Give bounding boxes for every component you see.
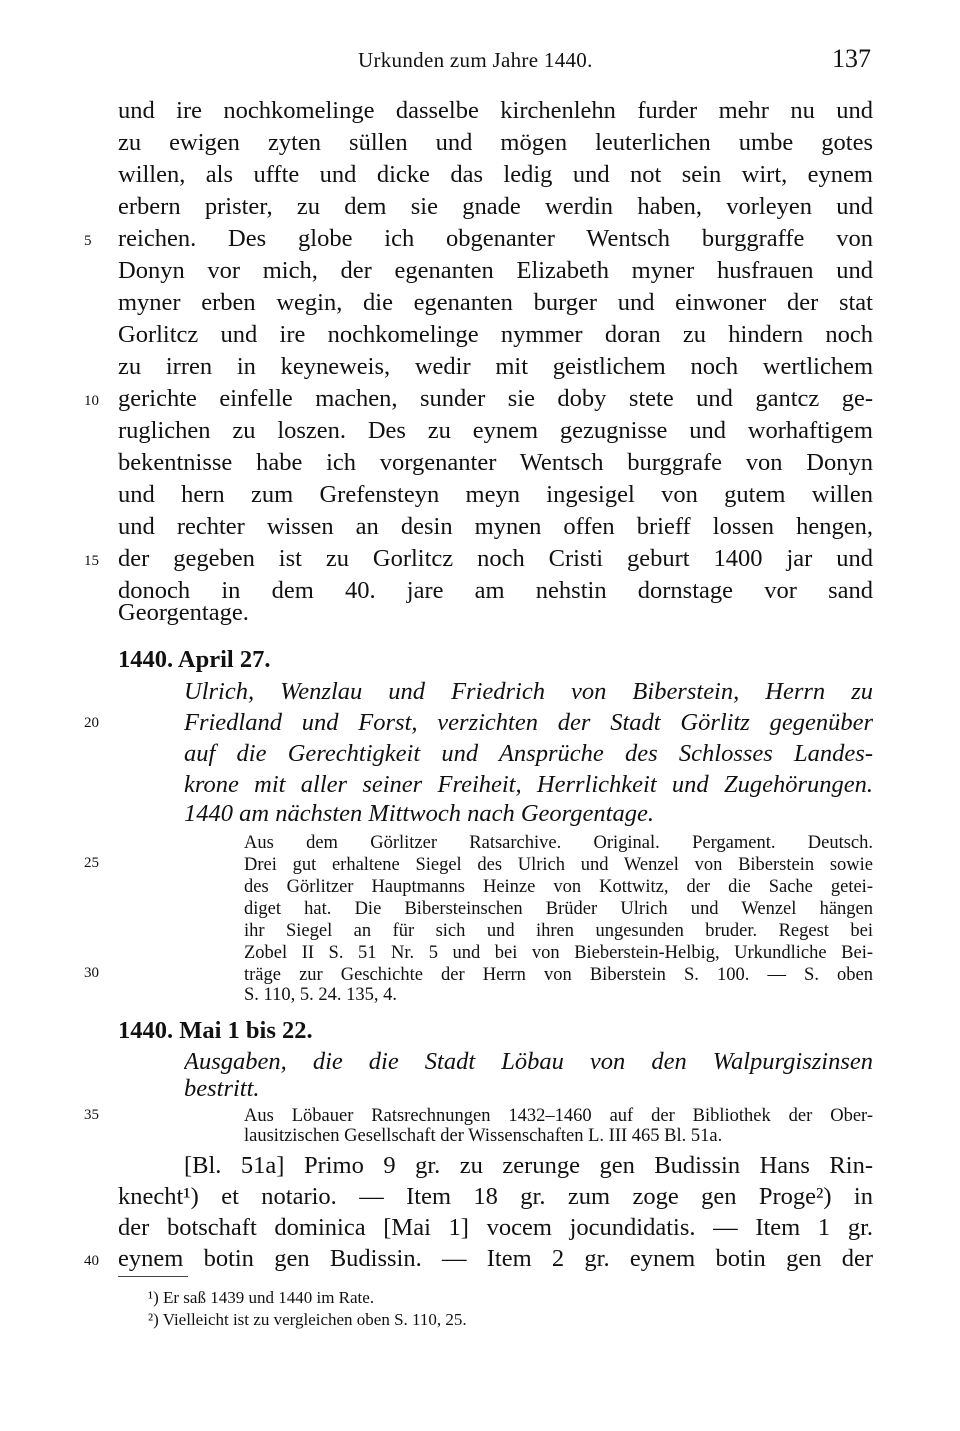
entry-heading: 1440. April 27. (118, 646, 271, 673)
text-line: [Bl. 51a] Primo 9 gr. zu zerunge gen Budissin Hans Rin- (184, 1152, 873, 1179)
text-line: ruglichen zu loszen. Des zu eynem gezugnisse und worhaftigem (118, 417, 873, 444)
entry-summary-line: Ausgaben, die die Stadt Löbau von den Walpurgiszinsen (184, 1048, 873, 1075)
source-note-line: diget hat. Die Bibersteinschen Brüder Ulrich und Wenzel hängen (244, 899, 873, 919)
text-line: willen, als uffte und dicke das ledig und not sein wirt, eynem (118, 161, 873, 188)
text-line: erbern prister, zu dem sie gnade werdin haben, vorleyen und (118, 193, 873, 220)
text-line: myner erben wegin, die egenanten burger und einwoner der stat (118, 289, 873, 316)
line-number: 5 (84, 233, 92, 249)
text-line: eynem botin gen Budissin. — Item 2 gr. eynem botin gen der (118, 1245, 873, 1272)
entry-summary-line: krone mit aller seiner Freiheit, Herrlichkeit und Zugehörungen. (184, 771, 873, 798)
source-note-line: Aus dem Görlitzer Ratsarchive. Original. Pergament. Deutsch. (244, 833, 873, 853)
source-note-line: ihr Siegel an für sich und ihren ungesunden bruder. Regest bei (244, 921, 873, 941)
entry-summary-line: auf die Gerechtigkeit und Ansprüche des Schlosses Landes- (184, 740, 873, 767)
text-line: Gorlitcz und ire nochkomelinge nymmer doran zu hindern noch (118, 321, 873, 348)
entry-summary-line: Friedland und Forst, verzichten der Stadt Görlitz gegenüber (184, 709, 873, 736)
entry-summary-line: bestritt. (184, 1075, 260, 1102)
line-number: 30 (84, 965, 99, 981)
running-head-title: Urkunden zum Jahre 1440. (358, 48, 593, 72)
text-line: reichen. Des globe ich obgenanter Wentsch burggraffe von (118, 225, 873, 252)
entry-summary-line: Ulrich, Wenzlau und Friedrich von Biberstein, Herrn zu (184, 678, 873, 705)
source-note-line: Aus Löbauer Ratsrechnungen 1432–1460 auf der Bibliothek der Ober- (244, 1106, 873, 1126)
source-note-line: S. 110, 5. 24. 135, 4. (244, 985, 397, 1005)
text-line: Georgentage. (118, 599, 249, 626)
running-head (118, 44, 873, 78)
line-number: 40 (84, 1253, 99, 1269)
text-line: der botschaft dominica [Mai 1] vocem jocundidatis. — Item 1 gr. (118, 1214, 873, 1241)
line-number: 35 (84, 1107, 99, 1123)
footnote: ¹) Er saß 1439 und 1440 im Rate. (148, 1288, 375, 1307)
text-line: zu ewigen zyten süllen und mögen leuterlichen umbe gotes (118, 129, 873, 156)
source-note-line: des Görlitzer Hauptmanns Heinze von Kottwitz, der die Sache getei- (244, 877, 873, 897)
source-note-line: träge zur Geschichte der Herrn von Biberstein S. 100. — S. oben (244, 965, 873, 985)
source-note-line: Zobel II S. 51 Nr. 5 und bei von Bieberstein-Helbig, Urkundliche Bei- (244, 943, 873, 963)
text-line: und hern zum Grefensteyn meyn ingesigel von gutem willen (118, 481, 873, 508)
text-line: und rechter wissen an desin mynen offen brieff lossen hengen, (118, 513, 873, 540)
line-number: 10 (84, 393, 99, 409)
text-line: knecht¹) et notario. — Item 18 gr. zum zoge gen Proge²) in (118, 1183, 873, 1210)
source-note-line: Drei gut erhaltene Siegel des Ulrich und Wenzel von Biberstein sowie (244, 855, 873, 875)
text-line: donoch in dem 40. jare am nehstin dornstage vor sand (118, 577, 873, 604)
text-line: Donyn vor mich, der egenanten Elizabeth myner husfrauen und (118, 257, 873, 284)
page-number: 137 (832, 44, 871, 73)
text-line: zu irren in keyneweis, wedir mit geistlichem noch wertlichem (118, 353, 873, 380)
text-line: der gegeben ist zu Gorlitcz noch Cristi geburt 1400 jar und (118, 545, 873, 572)
entry-summary-line: 1440 am nächsten Mittwoch nach Georgentage. (184, 800, 654, 827)
line-number: 20 (84, 715, 99, 731)
text-line: bekentnisse habe ich vorgenanter Wentsch burggrafe von Donyn (118, 449, 873, 476)
source-note-line: lausitzischen Gesellschaft der Wissenschaften L. III 465 Bl. 51a. (244, 1126, 723, 1146)
entry-heading: 1440. Mai 1 bis 22. (118, 1017, 313, 1044)
footnote: ²) Vielleicht ist zu vergleichen oben S. 110, 25. (148, 1310, 467, 1329)
line-number: 25 (84, 855, 99, 871)
text-line: gerichte einfelle machen, sunder sie doby stete und gantcz ge- (118, 385, 873, 412)
footnote-divider (118, 1276, 188, 1277)
text-line: und ire nochkomelinge dasselbe kirchenlehn furder mehr nu und (118, 97, 873, 124)
line-number: 15 (84, 553, 99, 569)
